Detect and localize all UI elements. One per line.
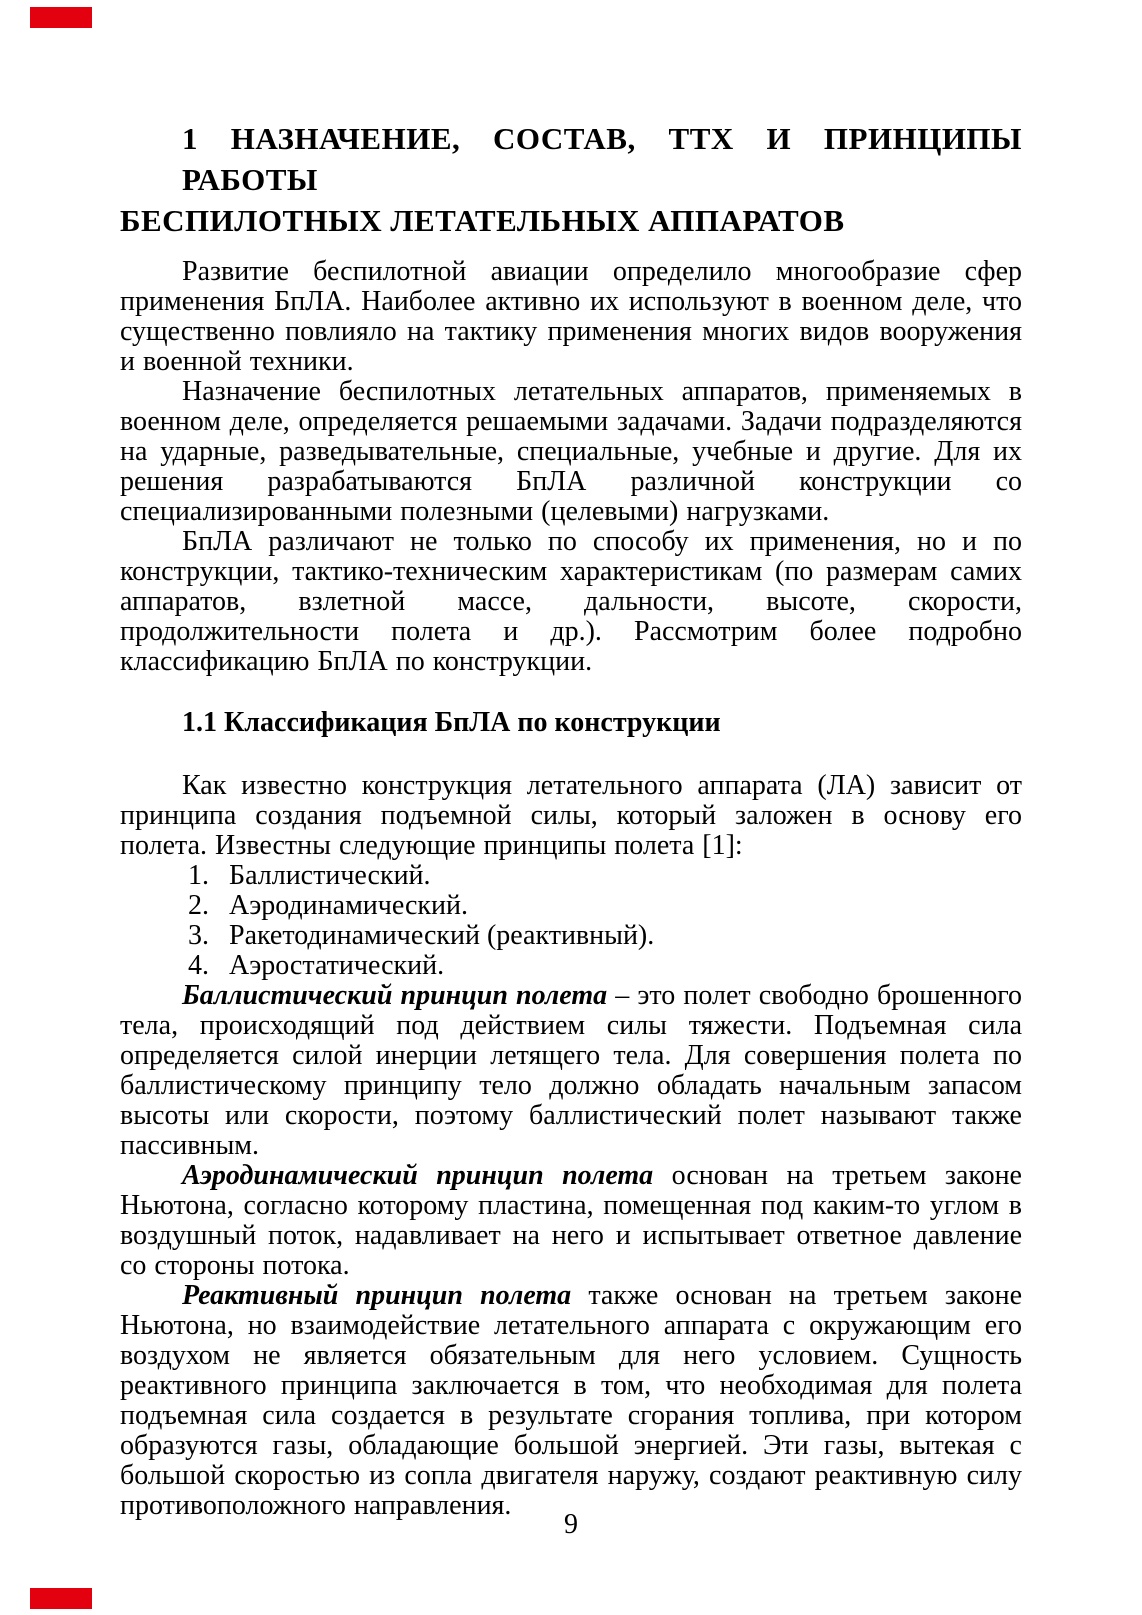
paragraph-ballistic-principle (120, 981, 1022, 1161)
paragraph-flight-principles-intro: Как известно конструкция летательного аппарата (ЛА) зависит от принципа создания подъемной силы, который заложен в основу его полета. Известны следующие принципы полета [1]: (120, 770, 1022, 861)
page-number: 9 (564, 1509, 578, 1540)
paragraph-reactive-principle (120, 1281, 1022, 1521)
list-item-aerostatic (188, 951, 1022, 981)
list-item-text: Аэродинамический. (229, 890, 468, 921)
paragraph-uav-purpose: Назначение беспилотных летательных аппаратов, применяемых в военном деле, определяется решаемыми задачами. Задачи подразделяются на ударные, разведывательные, специальные, учебные и другие. Для их решения разрабатываются БпЛА различной конструкции со специализированными полезными (целевыми) нагрузками. (120, 376, 1022, 527)
list-item-rocketdynamic (188, 921, 1022, 951)
list-item-text: Аэростатический. (229, 950, 445, 981)
paragraph-uav-development: Развитие беспилотной авиации определило многообразие сфер применения БпЛА. Наиболее активно их используют в военном деле, что существенно повлияло на тактику применения многих видов вооружения и военной техники. (120, 256, 1022, 377)
principle-term-reactive: Реактивный принцип полета (182, 1280, 572, 1311)
page-content (120, 0, 1022, 1521)
list-item-number: 4. (188, 950, 209, 981)
red-corner-mark-bottom (30, 1588, 92, 1609)
principle-description: – это полет свободно брошенного тела, происходящий под действием силы тяжести. Подъемная сила определяется силой инерции летящего тела. Для совершения полета по баллистическому принципу тело должно обладать начальным запасом высоты или скорости, поэтому баллистический полет называют также пассивным. (120, 980, 1022, 1161)
list-item-number: 1. (188, 860, 209, 891)
red-corner-mark-top (30, 7, 92, 28)
chapter-title-line2: БЕСПИЛОТНЫХ ЛЕТАТЕЛЬНЫХ АППАРАТОВ (120, 203, 845, 238)
list-item-number: 2. (188, 890, 209, 921)
chapter-title (120, 118, 1022, 241)
principle-description: основан на третьем законе Ньютона, согласно которому пластина, помещенная под каким-то углом в воздушный поток, надавливает на него и испытывает ответное давление со стороны потока. (120, 1160, 1022, 1281)
paragraph-uav-distinctions: БпЛА различают не только по способу их применения, но и по конструкции, тактико-техническим характеристикам (по размерам самих аппаратов, взлетной массе, дальности, высоте, скорости, продолжительности полета и др.). Рассмотрим более подробно классификацию БпЛА по конструкции. (120, 526, 1022, 677)
list-item-ballistic (188, 861, 1022, 891)
principle-term-aerodynamic: Аэродинамический принцип полета (182, 1160, 654, 1191)
list-item-text: Баллистический. (229, 860, 431, 891)
list-item-text: Ракетодинамический (реактивный). (229, 920, 655, 951)
principle-term-ballistic: Баллистический принцип полета (182, 980, 608, 1011)
principle-description: также основан на третьем законе Ньютона, но взаимодействие летательного аппарата с окружающим его воздухом не является обязательным для него условием. Сущность реактивного принципа заключается в том, что необходимая для полета подъемная сила создается в результате сгорания топлива, при котором образуются газы, обладающие большой энергией. Эти газы, вытекая с большой скоростью из сопла двигателя наружу, создают реактивную силу противоположного направления. (120, 1280, 1022, 1521)
list-item-aerodynamic (188, 891, 1022, 921)
paragraph-aerodynamic-principle (120, 1161, 1022, 1281)
flight-principles-list (120, 861, 1022, 981)
chapter-title-line1: 1 НАЗНАЧЕНИЕ, СОСТАВ, ТТХ И ПРИНЦИПЫ РАБОТЫ (182, 121, 1022, 197)
section-heading-1-1: 1.1 Классификация БпЛА по конструкции (182, 707, 721, 738)
list-item-number: 3. (188, 920, 209, 951)
